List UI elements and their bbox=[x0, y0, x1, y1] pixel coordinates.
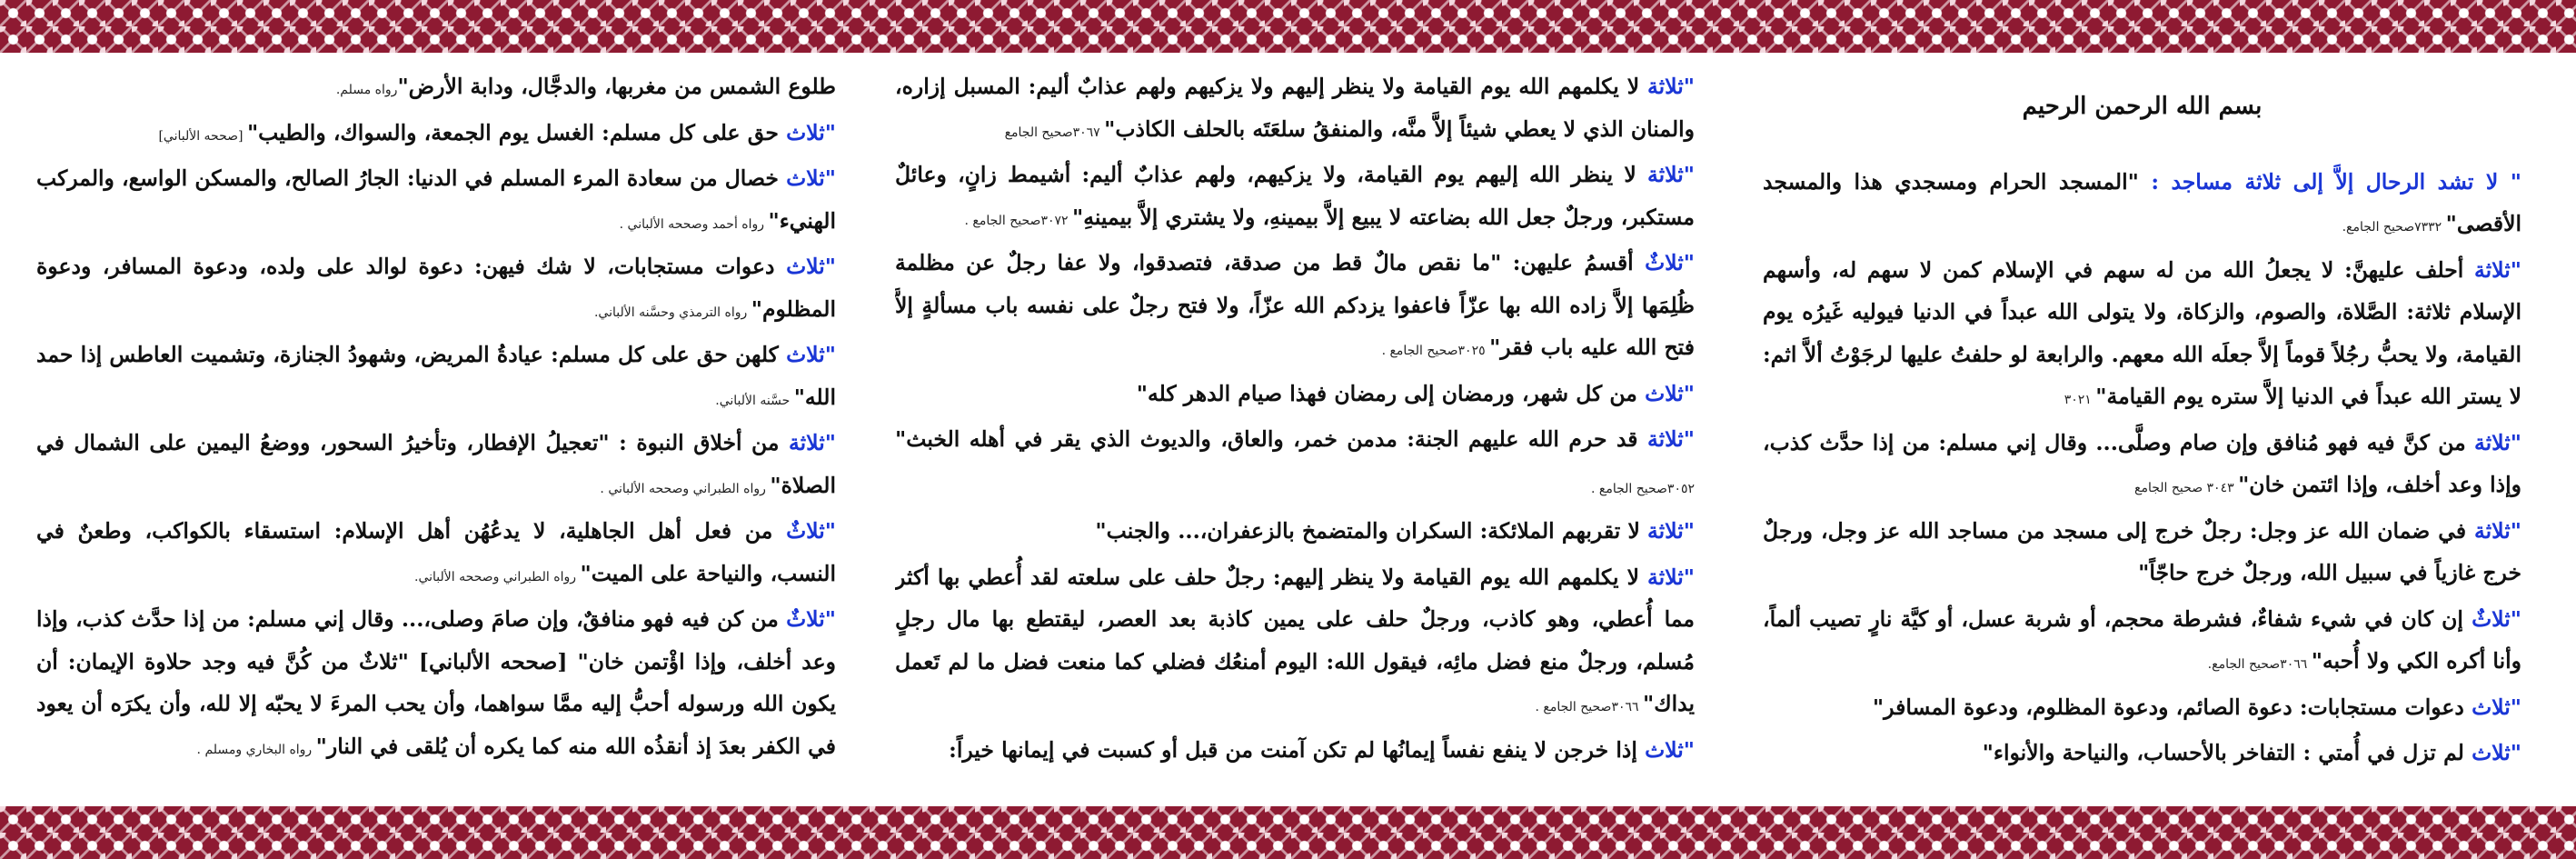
hadith-keyword: "ثلاث bbox=[2472, 740, 2521, 765]
column-left bbox=[36, 65, 836, 797]
decorative-top-border bbox=[0, 0, 2576, 53]
hadith-reference: رواه مسلم. bbox=[335, 83, 398, 97]
hadith-reference: ٣٠٢٥صحيح الجامع . bbox=[1381, 344, 1490, 358]
decorative-bottom-border bbox=[0, 806, 2576, 859]
hadith-reference: [صححه الألباني] bbox=[158, 128, 247, 144]
hadith-keyword: "ثلاثة bbox=[1647, 74, 1695, 99]
hadith-paragraph bbox=[895, 729, 1695, 775]
hadith-keyword: "ثلاث bbox=[786, 165, 836, 191]
hadith-reference: حسَّنه الألباني. bbox=[715, 393, 794, 408]
hadith-keyword: " لا تشد الرحال إلاَّ إلى ثلاثة مساجد : bbox=[2151, 168, 2521, 195]
hadith-keyword: "ثلاثٌ bbox=[786, 518, 836, 544]
hadith-paragraph bbox=[895, 242, 1695, 373]
hadith-keyword: "ثلاث bbox=[786, 119, 836, 145]
hadith-keyword: "ثلاث bbox=[2472, 694, 2521, 720]
hadith-text: في ضمان الله عز وجل: رجلٌ خرج إلى مسجد من مساجد الله عز وجل، ورجلٌ خرج غازياً في سبيل الله، ورجلٌ خرج حاجّاً" bbox=[1763, 517, 2521, 585]
document-page bbox=[0, 53, 2576, 806]
hadith-reference: ٣٠٦٧صحيح الجامع bbox=[1004, 125, 1105, 140]
hadith-paragraph bbox=[36, 112, 836, 158]
hadith-text: دعوات مستجابات، لا شك فيهن: دعوة لوالد على ولده، ودعوة المسافر، ودعوة المظلوم" bbox=[36, 254, 836, 322]
hadith-text: أقسمُ عليهن: "ما نقص مالٌ قط من صدقة، فتصدقوا، ولا عفا رجلٌ عن مظلمة ظُلِمَها إلاَّ زاده الله بها عزّاً فاعفوا يزدكم الله عزّاً، ولا فتح رجلٌ على نفسه باب مسألةٍ إلاَّ فتح الله عليه باب فقر" bbox=[895, 250, 1695, 360]
hadith-text: من كنَّ فيه فهو مُنافق وإن صام وصلَّى... وقال إني مسلم: من إذا حدَّث كذب، وإذا وعد أخلف، وإذا ائتمن خان" bbox=[1763, 429, 2521, 497]
hadith-keyword: "ثلاثٌ bbox=[2472, 605, 2521, 632]
hadith-reference: رواه أحمد وصححه الألباني . bbox=[619, 216, 769, 232]
hadith-paragraph bbox=[895, 556, 1695, 729]
hadith-text: لا يكلمهم الله يوم القيامة ولا ينظر إليهم ولا يزكيهم ولهم عذابٌ أليم: المسبل إزاره، والمنان الذي لا يعطي شيئاً إلاَّ منَّه، والمنفقُ سلعَتَه بالحلف الكاذب" bbox=[895, 74, 1695, 142]
hadith-reference: رواه الطبراني وصححه الألباني . bbox=[600, 481, 771, 496]
hadith-keyword: "ثلاثة bbox=[1647, 564, 1695, 590]
hadith-text: من كل شهر، ورمضان إلى رمضان فهذا صيام الدهر كله" bbox=[1136, 380, 1646, 406]
hadith-reference: رواه البخاري ومسلم . bbox=[196, 742, 316, 757]
hadith-keyword: "ثلاثة bbox=[1647, 518, 1695, 544]
hadith-text: من فعل أهل الجاهلية، لا يدعُهُن أهل الإسلام: استسقاء بالكواكب، وطعنٌ في النسب، والنياحة على الميت" bbox=[36, 518, 836, 586]
hadith-paragraph bbox=[36, 334, 836, 422]
page-heading: بسم الله الرحمن الرحيم bbox=[2022, 93, 2263, 120]
hadith-paragraph bbox=[36, 65, 836, 112]
hadith-paragraph bbox=[36, 598, 836, 771]
hadith-paragraph bbox=[36, 422, 836, 510]
hadith-keyword: "ثلاثة bbox=[2474, 256, 2521, 283]
column-right bbox=[1763, 65, 2521, 797]
hadith-keyword: "ثلاث bbox=[1645, 380, 1695, 406]
hadith-keyword: "ثلاثة bbox=[1647, 162, 1695, 187]
hadith-text: خصال من سعادة المرء المسلم في الدنيا: الجارُ الصالح، والمسكن الواسع، والمركب الهنيء" bbox=[36, 165, 836, 234]
hadith-paragraph bbox=[895, 65, 1695, 154]
hadith-paragraph bbox=[1763, 249, 2521, 422]
hadith-paragraph bbox=[1763, 732, 2521, 778]
hadith-keyword: "ثلاثٌ bbox=[786, 606, 836, 632]
hadith-paragraph bbox=[895, 154, 1695, 242]
hadith-text: إن كان في شيء شفاءٌ، فشرطة محجم، أو شربة عسل، أو كيَّة نارٍ تصيب ألماً، وأنا أكره الكي ولا أُحبه" bbox=[1763, 605, 2521, 674]
hadith-keyword: "ثلاثٌ bbox=[1645, 250, 1695, 275]
hadith-keyword: "ثلاث bbox=[786, 254, 836, 279]
hadith-paragraph bbox=[1763, 598, 2521, 686]
hadith-keyword: "ثلاثة bbox=[789, 430, 836, 455]
column-left-body bbox=[36, 65, 836, 771]
hadith-text: لا يكلمهم الله يوم القيامة ولا ينظر إليهم: رجلٌ حلف على سلعته لقد أُعطي بها أكثر مما أُعطي، وهو كاذب، ورجلٌ حلف على يمين كاذبة بعد العصر، ليقتطع بها مال رجلٍ مُسلم، ورجلٌ منع فضل مائِه، فيقول الله: اليوم أمنعُك فضلي كما منعت فضل ما لم تَعمل يداك" bbox=[895, 564, 1695, 716]
hadith-reference: ٣٠٢١ bbox=[2064, 393, 2096, 407]
hadith-paragraph bbox=[36, 510, 836, 598]
column-right-body bbox=[1763, 161, 2521, 778]
hadith-keyword: "ثلاثة bbox=[2474, 517, 2521, 544]
hadith-paragraph bbox=[1763, 510, 2521, 598]
column-middle bbox=[895, 65, 1695, 797]
hadith-text: من كن فيه فهو منافقٌ، وإن صامَ وصلى،... وقال إني مسلم: من إذا حدَّث كذب، وإذا وعد أخلف، وإذا اؤْتمن خان" [صححه الألباني] "ثلاثٌ من كُنَّ فيه وجد حلاوة الإيمان: أن يكون الله ورسوله أحبُّ إليه ممَّا سواهما، وأن يحب المرءَ لا يحبّه إلا لله، وأن يكرَه أن يعود في الكفر بعدَ إذ أنقذُه الله منه كما يكره أن يُلقى في النار" bbox=[36, 606, 836, 759]
hadith-reference: ٣٠٧٢صحيح الجامع . bbox=[964, 213, 1072, 228]
hadith-paragraph bbox=[36, 157, 836, 245]
hadith-paragraph bbox=[1763, 686, 2521, 733]
hadith-paragraph bbox=[1763, 422, 2521, 510]
hadith-reference: ٣٠٦٦صحيح الجامع . bbox=[1535, 700, 1643, 714]
hadith-text: كلهن حق على كل مسلم: عيادةُ المريض، وشهودُ الجنازة، وتشميت العاطس إذا حمد الله" bbox=[36, 342, 836, 410]
hadith-keyword: "ثلاثة bbox=[1647, 426, 1695, 452]
hadith-text: حق على كل مسلم: الغسل يوم الجمعة، والسواك، والطيب" bbox=[246, 119, 787, 145]
hadith-text: قد حرم الله عليهم الجنة: مدمن خمر، والعاق، والديوث الذي يقر في أهله الخبث" bbox=[895, 426, 1648, 452]
hadith-reference: رواه الطبراني وصححه الألباني. bbox=[414, 569, 581, 584]
hadith-reference: ٣٠٦٦صحيح الجامع. bbox=[2207, 657, 2312, 672]
hadith-reference: ٣٠٤٣ صحيح الجامع bbox=[2134, 481, 2239, 495]
hadith-reference: رواه الترمذي وحسَّنه الألباني. bbox=[593, 305, 751, 320]
hadith-text: من أخلاق النبوة : "تعجيلُ الإفطار، وتأخيرُ السحور، ووضعُ اليمين على الشمال في الصلاة" bbox=[36, 430, 836, 498]
hadith-text: لا ينظر الله إليهم يوم القيامة، ولا يزكيهم، ولهم عذابٌ أليم: أشيمط زانٍ، وعائلٌ مستكبر، ورجلٌ جعل الله بضاعته لا يبيع إلاَّ بيمينهِ، ولا يشتري إلاَّ بيمينهِ" bbox=[895, 162, 1695, 230]
hadith-keyword: "ثلاثة bbox=[2474, 429, 2521, 455]
hadith-text: "المسجد الحرام ومسجدي هذا والمسجد الأقصى" bbox=[1763, 168, 2521, 236]
column-middle-body bbox=[895, 65, 1695, 774]
hadith-keyword: "ثلاث bbox=[786, 342, 836, 367]
hadith-text: لا تقربهم الملائكة: السكران والمتضمخ بالزعفران،... والجنب" bbox=[1095, 518, 1648, 544]
hadith-text: إذا خرجن لا ينفع نفساً إيمانُها لم تكن آمنت من قبل أو كسبت في إيمانها خيراً: bbox=[949, 736, 1646, 763]
hadith-paragraph bbox=[895, 510, 1695, 556]
hadith-text: أحلف عليهنَّ: لا يجعلُ الله من له سهم في الإسلام كمن لا سهم له، وأسهم الإسلام ثلاثة: الصَّلاة، والصوم، والزكاة، ولا يتولى الله عبداً في الدنيا فيوليه غَيرُه يوم القيامة، ولا يحبُّ رجُلاً قوماً إلاَّ جعلَه الله معهم. والرابعة لو حلفتُ عليها لرجَوْتُ ألاَّ اثم: لا يستر الله عبداً في الدنيا إلاَّ ستره يوم القيامة" bbox=[1763, 256, 2521, 409]
hadith-paragraph bbox=[895, 418, 1695, 510]
hadith-keyword: "ثلاث bbox=[1645, 736, 1695, 763]
hadith-reference: ٧٣٣٢صحيح الجامع. bbox=[2342, 220, 2446, 235]
hadith-paragraph bbox=[1763, 161, 2521, 249]
hadith-text: لم تزل في أُمتي : التفاخر بالأحساب، والنياحة والأنواء" bbox=[1982, 740, 2472, 765]
hadith-text: دعوات مستجابات: دعوة الصائم، ودعوة المظلوم، ودعوة المسافر" bbox=[1872, 694, 2472, 720]
hadith-paragraph bbox=[36, 245, 836, 334]
hadith-text: طلوع الشمس من مغربها، والدجَّال، ودابة الأرض" bbox=[397, 74, 836, 99]
hadith-paragraph bbox=[895, 373, 1695, 419]
hadith-reference: ٣٠٥٢صحيح الجامع . bbox=[1590, 481, 1695, 496]
